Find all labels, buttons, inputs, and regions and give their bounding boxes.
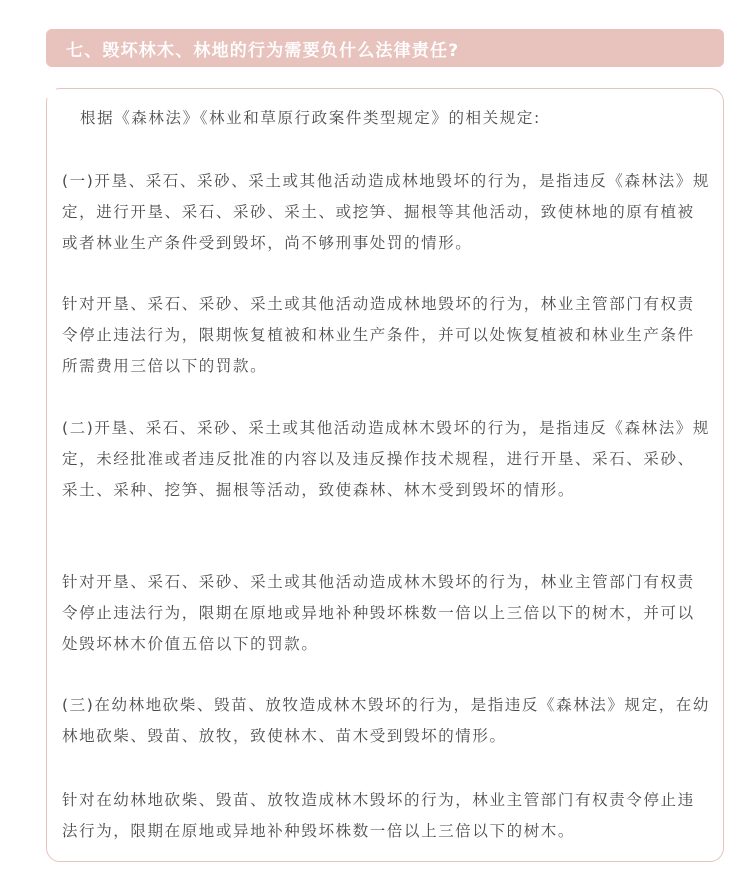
paragraph-4: 针对开垦、采石、采砂、采土或其他活动造成林木毁坏的行为，林业主管部门有权责令停止违法行为，限期在原地或异地补种毁坏株数一倍以上三倍以下的树木，并可以处毁坏林木价值五倍以下的罚款。 (62, 573, 695, 653)
section-title: 七、毁坏林木、林地的行为需要负什么法律责任? (66, 40, 460, 61)
section-header (46, 29, 724, 67)
intro-paragraph: 根据《森林法》《林业和草原行政案件类型规定》的相关规定: (80, 109, 541, 127)
paragraph-2: 针对开垦、采石、采砂、采土或其他活动造成林地毁坏的行为，林业主管部门有权责令停止违法行为，限期恢复植被和林业生产条件，并可以处恢复植被和林业生产条件所需费用三倍以下的罚款。 (62, 295, 695, 375)
paragraph-1: (一)开垦、采石、采砂、采土或其他活动造成林地毁坏的行为，是指违反《森林法》规定，进行开垦、采石、采砂、采土、或挖笋、掘根等其他活动，致使林地的原有植被或者林业生产条件受到毁坏，尚不够刑事处罚的情形。 (62, 172, 710, 252)
paragraph-6: 针对在幼林地砍柴、毁苗、放牧造成林木毁坏的行为，林业主管部门有权责令停止违法行为，限期在原地或异地补种毁坏株数一倍以上三倍以下的树木。 (62, 791, 695, 840)
paragraph-5: (三)在幼林地砍柴、毁苗、放牧造成林木毁坏的行为，是指违反《森林法》规定，在幼林地砍柴、毁苗、放牧，致使林木、苗木受到毁坏的情形。 (62, 696, 710, 745)
paragraph-3: (二)开垦、采石、采砂、采土或其他活动造成林木毁坏的行为，是指违反《森林法》规定，未经批准或者违反批准的内容以及违反操作技术规程，进行开垦、采石、采砂、采土、采种、挖笋、掘根等活动，致使森林、林木受到毁坏的情形。 (62, 419, 710, 499)
content-box-corner-gap (40, 82, 56, 98)
